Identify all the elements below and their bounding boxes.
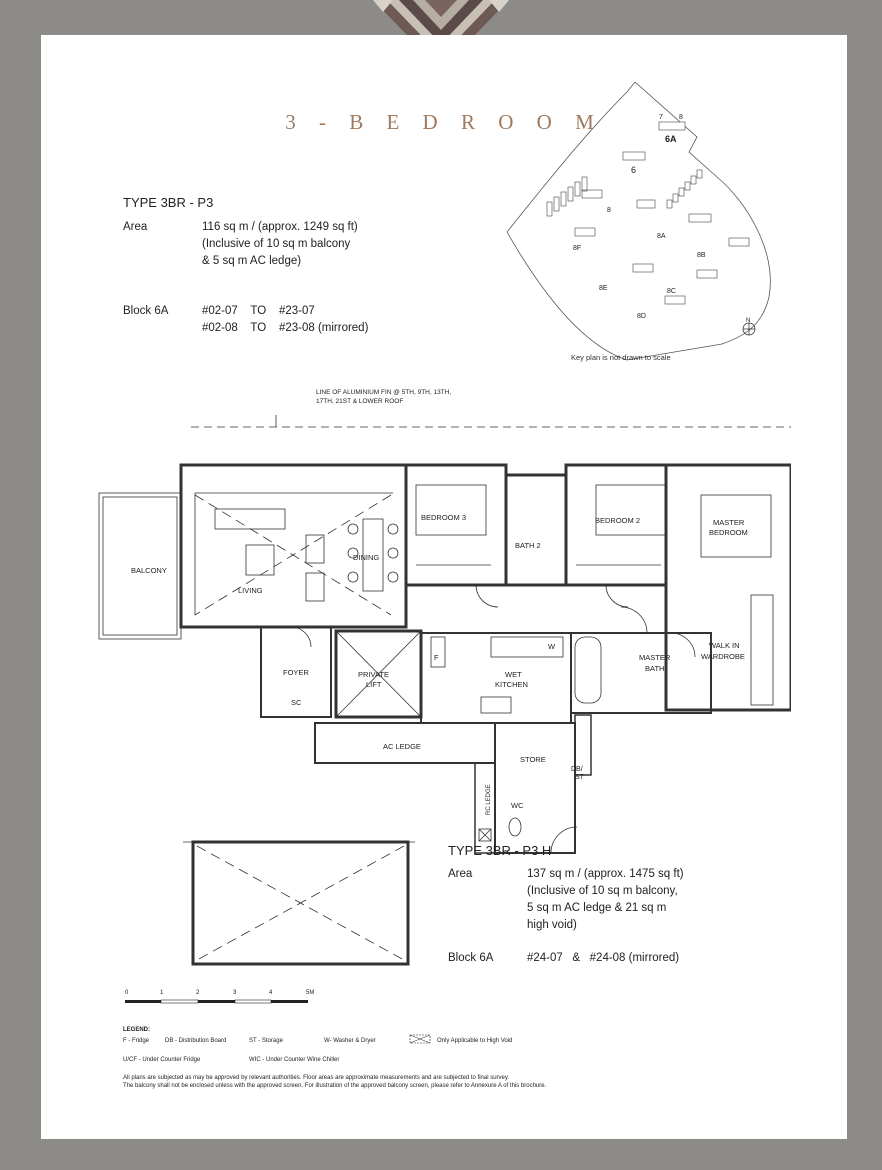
type-p3-area-label: Area bbox=[123, 221, 148, 233]
legend-item: ST - Storage bbox=[249, 1038, 283, 1044]
type-p3h-title: TYPE 3BR - P3 H bbox=[448, 843, 552, 858]
legend-item: DB - Distribution Board bbox=[165, 1038, 227, 1044]
page-heading: 3 - B E D R O O M bbox=[285, 110, 603, 134]
room-label-fridge: F bbox=[434, 653, 439, 662]
room-label-dining: DINING bbox=[353, 553, 380, 562]
high-void-plan bbox=[183, 830, 415, 975]
fin-note bbox=[316, 388, 451, 406]
type-p3h-area-values bbox=[527, 866, 684, 934]
room-label-walk-in-2: WARDROBE bbox=[701, 652, 745, 661]
room-label-wet-kitchen-2: KITCHEN bbox=[495, 680, 528, 689]
block-row bbox=[202, 303, 368, 320]
north-arrow-icon bbox=[741, 315, 757, 337]
legend-item: F - Fridge bbox=[123, 1038, 150, 1044]
type-p3-title: TYPE 3BR - P3 bbox=[123, 195, 214, 210]
room-label-sc: SC bbox=[291, 698, 302, 707]
scale-tick-label: 2 bbox=[196, 990, 200, 996]
svg-text:N: N bbox=[746, 318, 751, 324]
room-label-bedroom: BEDROOM bbox=[709, 528, 748, 537]
room-label-master: MASTER bbox=[713, 518, 745, 527]
area-line: (Inclusive of 10 sq m balcony, bbox=[527, 885, 678, 897]
type-p3h-area-label: Area bbox=[448, 868, 473, 880]
room-label-ac-ledge: AC LEDGE bbox=[383, 742, 421, 751]
room-label-wc: WC bbox=[511, 801, 524, 810]
type-p3h-block-units: #24-07 & #24-08 (mirrored) bbox=[527, 952, 680, 964]
scale-tick-label: 5M bbox=[306, 990, 315, 996]
keyplan-label: 8 bbox=[607, 207, 611, 214]
room-label-store: STORE bbox=[520, 755, 546, 764]
scale-tick-label: 3 bbox=[233, 990, 237, 996]
unit-from: #02-07 bbox=[202, 305, 238, 317]
keyplan-note: Key plan is not drawn to scale bbox=[571, 353, 671, 362]
keyplan-label: 6A bbox=[665, 134, 677, 144]
high-void-legend-icon bbox=[409, 1033, 431, 1045]
room-label-master-bath-2: BATH bbox=[645, 664, 665, 673]
keyplan-label: 8E bbox=[599, 285, 608, 292]
floor-plan bbox=[91, 415, 791, 855]
room-label-bath-2: BATH 2 bbox=[515, 541, 541, 550]
scale-tick-label: 0 bbox=[125, 990, 129, 996]
brochure-page bbox=[41, 35, 847, 1139]
block-row bbox=[202, 320, 368, 337]
unit-to-word: TO bbox=[250, 322, 267, 334]
keyplan-label: 8A bbox=[657, 233, 666, 240]
keyplan-label: 8B bbox=[697, 252, 706, 259]
room-label-master-bath-1: MASTER bbox=[639, 653, 671, 662]
keyplan-label: 6 bbox=[631, 165, 637, 175]
room-label-wet-kitchen-1: WET bbox=[505, 670, 522, 679]
keyplan-label: 8D bbox=[637, 313, 646, 320]
room-label-foyer: FOYER bbox=[283, 668, 309, 677]
area-line: (Inclusive of 10 sq m balcony bbox=[202, 238, 351, 250]
area-line: 5 sq m AC ledge & 21 sq m bbox=[527, 902, 667, 914]
disclaimer-line: All plans are subjected as may be approved by relevant authorities. Floor areas are approximate measurements and are subjected to final survey. bbox=[123, 1075, 510, 1081]
room-label-living: LIVING bbox=[238, 586, 263, 595]
keyplan-label: 7 bbox=[659, 114, 663, 121]
type-p3-area-values bbox=[202, 219, 358, 270]
room-label-washer: W bbox=[548, 642, 556, 651]
unit-to: #23-07 bbox=[278, 305, 315, 317]
disclaimer bbox=[123, 1074, 763, 1090]
room-label-walk-in-1: WALK IN bbox=[709, 641, 740, 650]
disclaimer-line: The balcony shall not be enclosed unless with the approved screen. For illustration of the approved balcony screen, please refer to Annexure A of this brochure. bbox=[123, 1083, 547, 1089]
unit-from: #02-08 bbox=[202, 322, 238, 334]
room-label-private-lift-1: PRIVATE bbox=[358, 670, 389, 679]
area-line: 137 sq m / (approx. 1475 sq ft) bbox=[527, 868, 684, 880]
fin-note-line: LINE OF ALUMINIUM FIN @ 5TH, 9TH, 13TH, bbox=[316, 389, 452, 396]
scale-bar bbox=[123, 990, 323, 1006]
room-label-rc-ledge: RC LEDGE bbox=[486, 784, 492, 815]
scale-tick-label: 1 bbox=[160, 990, 164, 996]
keyplan-label: 8C bbox=[667, 288, 676, 295]
room-label-db-st-1: DB/ bbox=[571, 766, 583, 773]
room-label-bedroom-2: BEDROOM 2 bbox=[595, 516, 641, 525]
keyplan-label: 8F bbox=[573, 245, 582, 252]
legend-item: W- Washer & Dryer bbox=[324, 1038, 376, 1044]
room-label-private-lift-2: LIFT bbox=[366, 680, 382, 689]
area-line: & 5 sq m AC ledge) bbox=[202, 255, 302, 267]
type-p3h-block-label: Block 6A bbox=[448, 952, 494, 964]
type-p3-block-label: Block 6A bbox=[123, 305, 169, 317]
legend-item: U/CF - Under Counter Fridge bbox=[123, 1057, 201, 1063]
area-line: 116 sq m / (approx. 1249 sq ft) bbox=[202, 221, 358, 233]
unit-to: #23-08 (mirrored) bbox=[278, 322, 369, 334]
legend-item: Only Applicable to High Void bbox=[437, 1038, 513, 1044]
legend-title: LEGEND: bbox=[123, 1027, 150, 1033]
fin-note-line: 17TH, 21ST & LOWER ROOF bbox=[316, 398, 404, 405]
keyplan-label: 8 bbox=[679, 114, 683, 121]
scale-tick-label: 4 bbox=[269, 990, 273, 996]
room-label-db-st-2: ST bbox=[575, 774, 584, 781]
area-line: high void) bbox=[527, 919, 577, 931]
room-label-bedroom-3: BEDROOM 3 bbox=[421, 513, 467, 522]
room-label-balcony: BALCONY bbox=[131, 566, 167, 575]
unit-to-word: TO bbox=[250, 305, 267, 317]
type-p3-block-units bbox=[202, 303, 368, 337]
legend-item: WIC - Under Counter Wine Chiller bbox=[249, 1057, 340, 1063]
